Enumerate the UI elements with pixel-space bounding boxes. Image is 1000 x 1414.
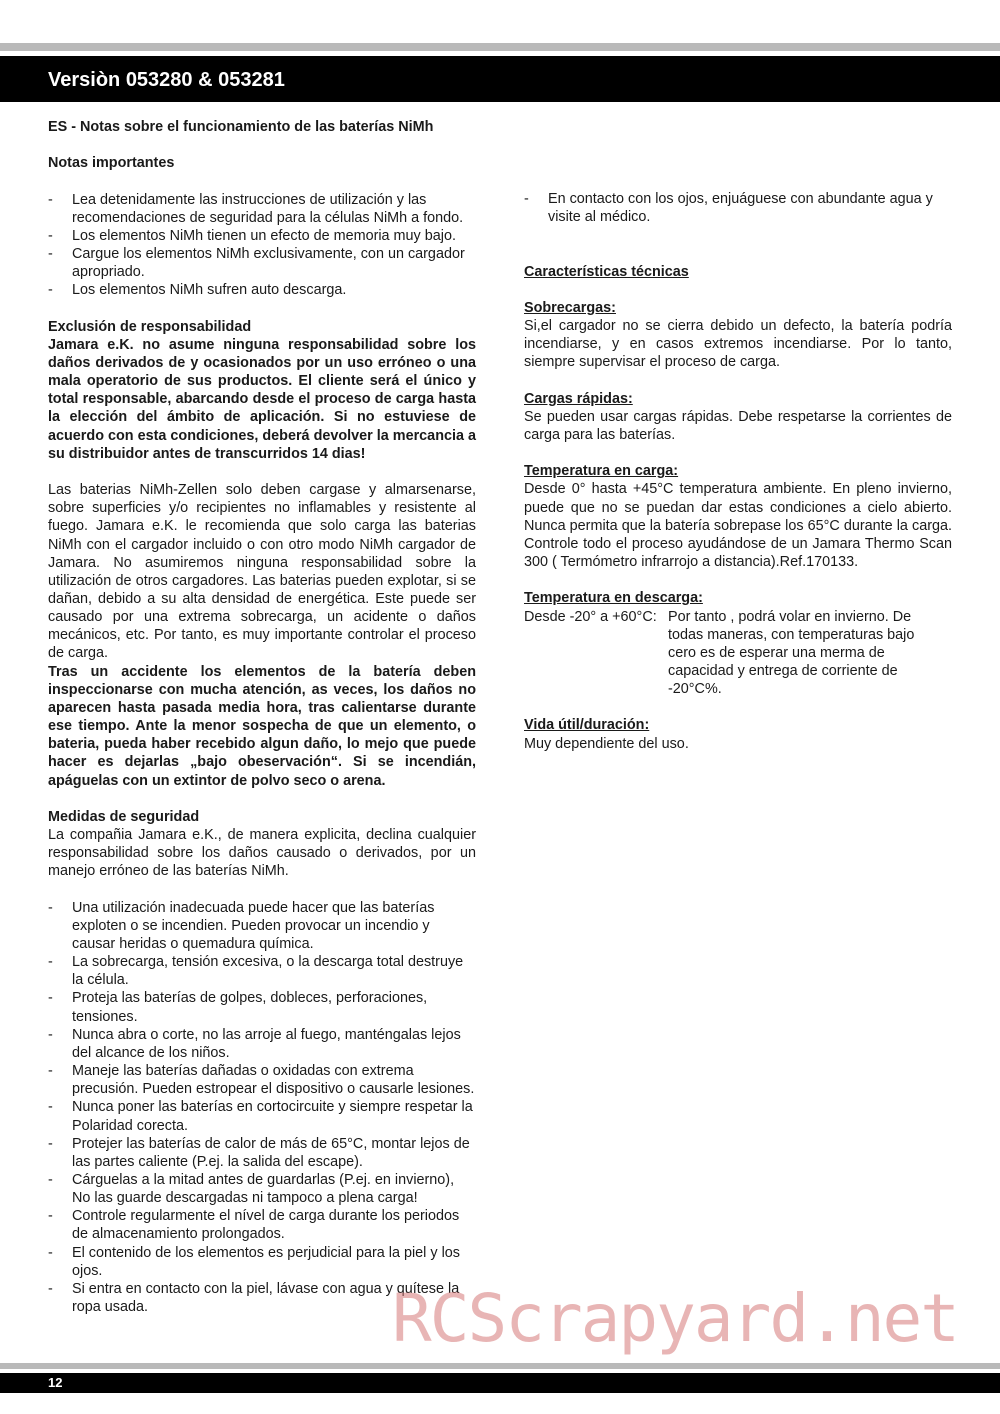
right-column — [524, 190, 952, 753]
service-life-title: Vida útil/duración: — [524, 717, 650, 734]
bottom-rule — [0, 1363, 1000, 1369]
fast-charge-text: Se pueden usar cargas rápidas. Debe respetarse la corrientes de carga para las baterías. — [524, 408, 952, 443]
page-number: 12 — [48, 1375, 63, 1390]
storage-text: Las baterias NiMh-Zellen solo deben cargase y almarsenarse, sobre superficies y/o recipientes no inflamables y resistente al fuego. Jamara e.K. le recomienda que solo carga las baterias NiMh con el cargador incluido o con otro modo NiMh cargador de Jamara. No asumiremos ninguna responsabilidad sobre la utilización de otros cargadores. Las baterias pueden explotar, si se dañan, debido a su alta densidad de energética. Este puede ser causado por una extrema sobrecarga, un acidente o daños mecánicos, etc. Por tanto, es muy importante controlar el proceso de carga. — [48, 482, 476, 662]
list-item: - En contacto con los ojos, enjuáguese con abundante agua y visite al médico. — [524, 190, 952, 226]
fast-charge-title: Cargas rápidas: — [524, 390, 633, 407]
left-column — [48, 118, 476, 1316]
page-title: Versiòn 053280 & 053281 — [48, 69, 285, 91]
disclaimer-text: Jamara e.K. no asume ninguna responsabilidad sobre los daños derivados de y ocasionados por un uso erróneo o una mala operatorio de sus productos. El cliente será el único y total responsable, abarcando desde el proceso de carga hasta la elección del ámbito de aplicación. Si no estuviese de acuerdo con esta condiciones, deberá devolver la mercancia a su distribuidor antes de transcurridos 14 dias! — [48, 336, 476, 462]
tech-specs-title: Características técnicas — [524, 263, 689, 280]
charge-temperature-title: Temperatura en carga: — [524, 463, 679, 480]
list-item: - Nunca poner las baterías en cortocircuite y siempre respetar la Polaridad corecta. — [48, 1098, 476, 1134]
list-item: - La sobrecarga, tensión excesiva, o la descarga total destruye la célula. — [48, 953, 476, 989]
discharge-temperature-text: Por tanto , podrá volar en invierno. De todas maneras, con temperaturas bajo cero es de esperar una merma de capacidad y entrega de corriente de -20°C%. — [668, 608, 915, 698]
safety-title: Medidas de seguridad — [48, 808, 200, 825]
list-item: - El contenido de los elementos es perjudicial para la piel y los ojos. — [48, 1244, 476, 1280]
list-item: - Nunca abra o corte, no las arroje al fuego, manténgalas lejos del alcance de los niños. — [48, 1026, 476, 1062]
list-item: - Proteja las baterías de golpes, dobleces, perforaciones, tensiones. — [48, 989, 476, 1025]
list-item: - Lea detenidamente las instrucciones de utilización y las recomendaciones de seguridad para la células NiMh a fondo. — [48, 191, 476, 227]
watermark: RCScrapyard.net — [392, 1280, 959, 1357]
discharge-temperature-title: Temperatura en descarga: — [524, 590, 703, 607]
list-item: - Cárguelas a la mitad antes de guardarlas (P.ej. en invierno), No las guarde descargadas ni tampoco a plena carga! — [48, 1171, 476, 1207]
header-bar — [0, 56, 1000, 102]
list-item: - Los elementos NiMh sufren auto descarga. — [48, 281, 476, 299]
disclaimer-title: Exclusión de responsabilidad — [48, 318, 252, 335]
list-item: - Protejer las baterías de calor de más de 65°C, montar lejos de las partes caliente (P.ej. la salida del escape). — [48, 1135, 476, 1171]
important-notes-title: Notas importantes — [48, 155, 175, 172]
safety-text: La compañia Jamara e.K., de manera explicita, declina cualquier responsabilidad sobre los daños causado o derivados, por un manejo erróneo de las baterías NiMh. — [48, 827, 476, 880]
accident-text: Tras un accidente los elementos de la batería deben inspeccionarse con mucha atención, as veces, los daños no aparecen hasta pasada media hora, tras calientarse durante ese tiempo. Ante la menor sospecha de que un elemento, o bateria, pueda haber recebido algun daño, lo mejo que puede hacer es dejarlas „bajo obeservación“. Si se incendián, apáguelas con un extintor de polvo seco o arena. — [48, 663, 476, 789]
list-item: - Los elementos NiMh tienen un efecto de memoria muy bajo. — [48, 227, 476, 245]
charge-temperature-text: Desde 0° hasta +45°C temperatura ambiente. En pleno invierno, puede que no se puedan dar estas condiciones a cielo abierto. Nunca permita que la batería sobrepase los 65°C durante la carga. Controle todo el proceso ayudándose de un Jamara Thermo Scan 300 ( Termómetro infrarrojo a distancia).Ref.170133. — [524, 481, 952, 571]
list-item: - Si entra en contacto con la piel, lávase con agua y quítese la ropa usada. — [48, 1280, 476, 1316]
list-item: - Maneje las baterías dañadas o oxidadas con extrema precusión. Pueden estropear el dispositivo o causarle lesiones. — [48, 1062, 476, 1098]
important-notes-list — [48, 191, 476, 300]
discharge-temperature-row — [524, 608, 952, 699]
list-item: - Cargue los elementos NiMh exclusivamente, con un cargador apropriado. — [48, 245, 476, 281]
overload-title: Sobrecargas: — [524, 299, 616, 316]
discharge-temperature-range: Desde -20° a +60°C: — [524, 608, 657, 625]
top-rule — [0, 43, 1000, 51]
list-item: - Una utilización inadecuada puede hacer que las baterías exploten o se incendien. Pueden provocar un incendio y causar heridas o quemadura química. — [48, 899, 476, 953]
section-heading: ES - Notas sobre el funcionamiento de las baterías NiMh — [48, 119, 434, 135]
overload-text: Si,el cargador no se cierra debido un defecto, la batería podría incendiarse, y en casos extremos incendiarse. Por lo tanto, siempre supervisar el proceso de carga. — [524, 318, 952, 371]
list-item: - Controle regularmente el nível de carga durante los periodos de almacenamiento prolongados. — [48, 1207, 476, 1243]
eye-contact-list — [524, 190, 952, 226]
safety-list — [48, 899, 476, 1317]
service-life-text: Muy dependiente del uso. — [524, 735, 689, 752]
footer-bar — [0, 1373, 1000, 1393]
